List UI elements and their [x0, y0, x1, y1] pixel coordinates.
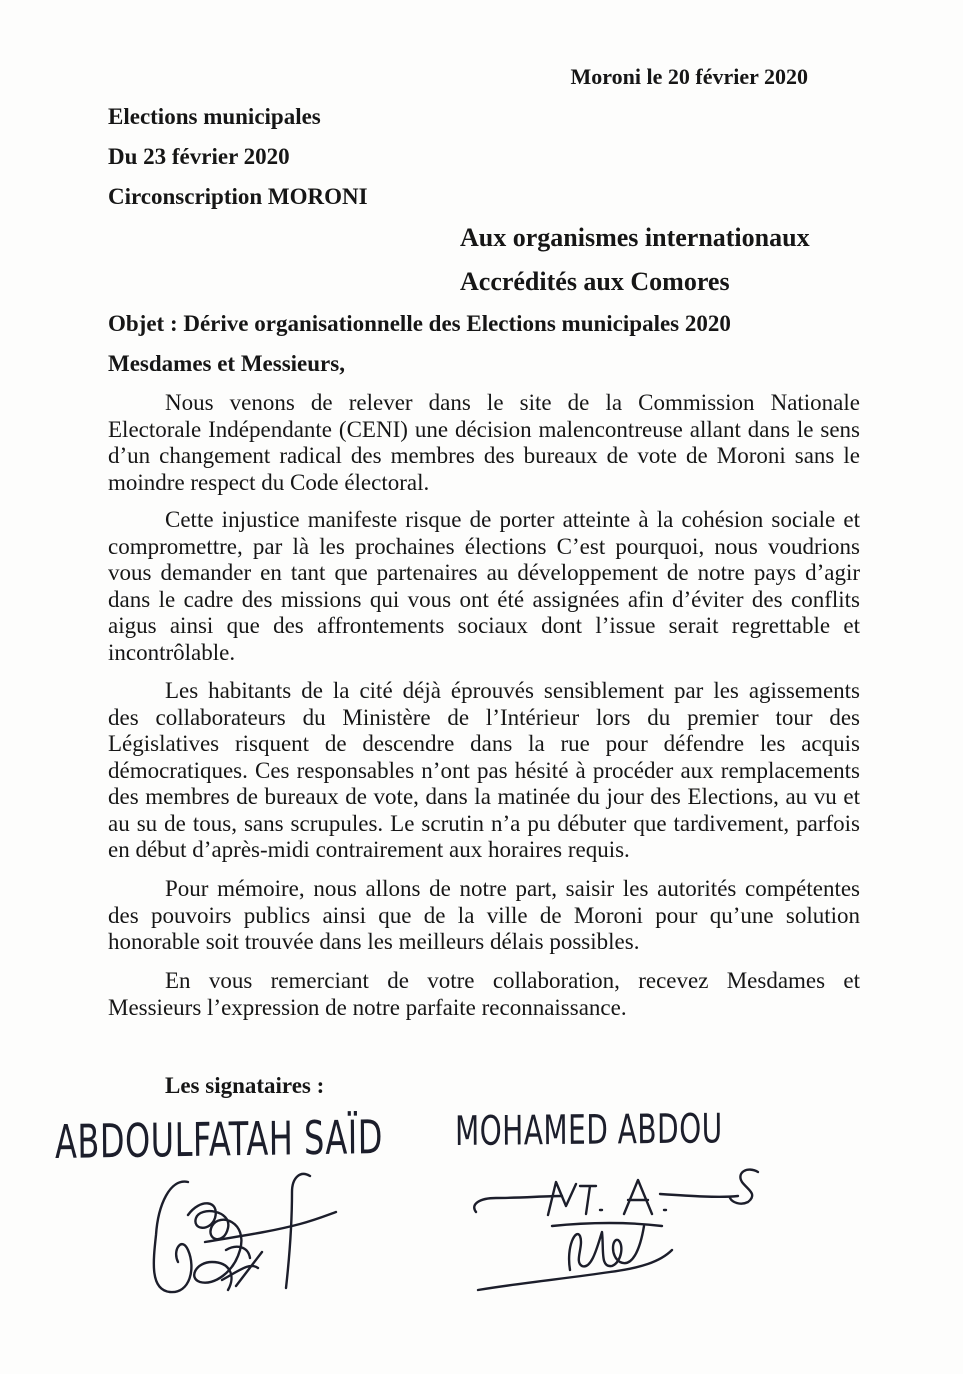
recipient-line-1: Aux organismes internationaux [460, 223, 810, 252]
paragraph-line: des collaborateurs du Ministère de l’Intérieur lors du premier tour des [108, 704, 860, 730]
signature-right-stroke [569, 1226, 644, 1270]
paragraph-line: compromettre, par là les prochaines élections C’est pourquoi, nous voudrions [108, 533, 860, 559]
signature-right-stroke [624, 1180, 652, 1214]
paragraph-line: Electorale Indépendante (CENI) une décision malencontreuse allant dans le sens [108, 416, 860, 442]
election-date: Du 23 février 2020 [108, 144, 290, 169]
date-line: Moroni le 20 février 2020 [570, 64, 808, 89]
election-title: Elections municipales [108, 104, 321, 129]
paragraph-line: des pouvoirs publics ainsi que de la ville de Moroni pour qu’une solution [108, 902, 860, 928]
signature-left-stroke [222, 1247, 262, 1286]
signature-right-stroke [548, 1182, 596, 1215]
paragraph-line: des membres de bureaux de vote, dans la matinée du jour des Elections, au vu et [108, 784, 860, 809]
signature-right [474, 1170, 758, 1290]
paragraph-line: Législatives risquent de descendre dans la rue pour défendre les acquis [108, 731, 860, 756]
body-paragraph-5 [108, 968, 860, 1021]
signature-right-stroke [660, 1194, 738, 1197]
body-paragraph-4 [108, 876, 860, 956]
recipient-block [460, 216, 810, 304]
signature-left [154, 1174, 336, 1292]
signature-left-stroke [188, 1203, 241, 1290]
paragraph-line: en début d’après-midi contrairement aux horaires requis. [108, 837, 630, 862]
handwritten-name-1: ABDOULFATAH SAÏD [54, 1109, 384, 1170]
body-paragraph-3 [108, 678, 860, 864]
body-paragraph-2 [108, 507, 860, 666]
paragraph-line: au su de tous, sans scrupules. Le scrutin n’a pu débuter que tardivement, parfois [108, 810, 860, 836]
paragraph-line: d’un changement radical des membres des bureaux de vote de Moroni sans le [108, 443, 860, 468]
election-info [108, 97, 368, 217]
signature-left-stroke [205, 1212, 336, 1242]
paragraph-line: vous demander en tant que partenaires au développement de notre pays d’agir [108, 560, 860, 585]
paragraph-line: honorable soit trouvée dans les meilleurs délais possibles. [108, 929, 640, 954]
body-paragraph-1 [108, 390, 860, 496]
paragraph-line: Les habitants de la cité déjà éprouvés sensiblement par les agissements [165, 678, 860, 703]
paragraph-line: Messieurs l’expression de notre parfaite reconnaissance. [108, 994, 627, 1020]
signature-right-stroke [474, 1196, 562, 1212]
paragraph-line: incontrôlable. [108, 639, 236, 665]
paragraph-line: Nous venons de relever dans le site de la Commission Nationale [165, 390, 860, 415]
paragraph-line: dans le cadre des missions qui vous ont été assignées afin d’éviter des conflits [108, 586, 860, 612]
signature-right-stroke [552, 1223, 662, 1226]
paragraph-line: démocratiques. Ces responsables n’ont pas hésité à procéder aux remplacements [108, 757, 860, 783]
handwritten-name-2: MOHAMED ABDOU [454, 1104, 723, 1156]
paragraph-line: En vous remerciant de votre collaboration, recevez Mesdames et [165, 968, 860, 993]
recipient-line-2: Accrédités aux Comores [460, 267, 730, 296]
election-constituency: Circonscription MORONI [108, 184, 368, 209]
signatories-label: Les signataires : [165, 1073, 325, 1098]
paragraph-line: aigus ainsi que des affrontements sociaux dont l’issue serait regrettable et [108, 613, 860, 638]
signature-right-stroke [478, 1250, 672, 1290]
signature-left-stroke [154, 1182, 192, 1293]
paragraph-line: Pour mémoire, nous allons de notre part, saisir les autorités compétentes [165, 876, 860, 901]
paragraph-line: Cette injustice manifeste risque de porter atteinte à la cohésion sociale et [165, 507, 860, 532]
subject-line: Objet : Dérive organisationnelle des Elections municipales 2020 [108, 311, 731, 336]
paragraph-line: moindre respect du Code électoral. [108, 469, 430, 495]
signature-left-stroke [286, 1174, 310, 1288]
signature-right-stroke [730, 1170, 758, 1204]
salutation: Mesdames et Messieurs, [108, 351, 345, 376]
